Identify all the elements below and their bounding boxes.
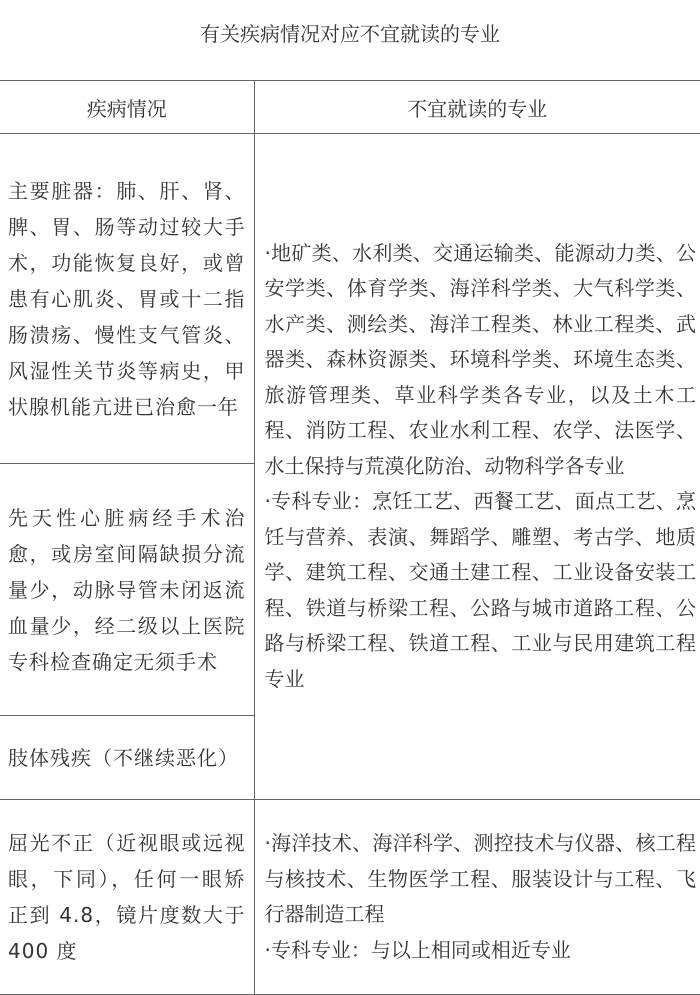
table-row [0,134,700,464]
column-header-condition: 疾病情况 [0,81,254,134]
table-header-row [0,81,700,134]
majors-cell [254,800,700,995]
condition-cell: 肢体残疾（不继续恶化） [0,716,254,800]
page-title: 有关疾病情况对应不宜就读的专业 [200,22,500,46]
column-header-majors: 不宜就读的专业 [254,81,700,134]
majors-paragraph-vocational: ·专科专业：与以上相同或相近专业 [264,937,571,962]
condition-cell: 主要脏器：肺、肝、肾、脾、胃、肠等动过较大手术，功能恢复良好，或曾患有心肌炎、胃或十二指肠溃疡、慢性支气管炎、风湿性关节炎等病史，甲状腺机能亢进已治愈一年 [0,134,254,464]
disease-major-table [0,80,700,995]
table-row [0,800,700,995]
condition-cell: 先天性心脏病经手术治愈，或房室间隔缺损分流量少，动脉导管未闭返流血量少，经二级以上医院专科检查确定无须手术 [0,464,254,716]
majors-paragraph-vocational: ·专科专业：烹饪工艺、西餐工艺、面点工艺、烹饪与营养、表演、舞蹈学、雕塑、考古学、地质学、建筑工程、交通土建工程、工业设备安装工程、铁道与桥梁工程、公路与城市道路工程、公路与桥梁工程、铁道工程、工业与民用建筑工程专业 [264,489,696,691]
majors-cell [254,134,700,800]
majors-paragraph: ·地矿类、水利类、交通运输类、能源动力类、公安学类、体育学类、海洋科学类、大气科学类、水产类、测绘类、海洋工程类、林业工程类、武器类、森林资源类、环境科学类、环境生态类、旅游管理类、草业科学类各专业，以及土木工程、消防工程、农业水利工程、农学、法医学、水土保持与荒漠化防治、动物科学各专业 [264,240,696,478]
condition-cell: 屈光不正（近视眼或远视眼，下同），任何一眼矫正到 4.8，镜片度数大于 400 度 [0,800,254,995]
majors-paragraph: ·海洋技术、海洋科学、测控技术与仪器、核工程与核技术、生物医学工程、服装设计与工程、飞行器制造工程 [264,831,696,926]
